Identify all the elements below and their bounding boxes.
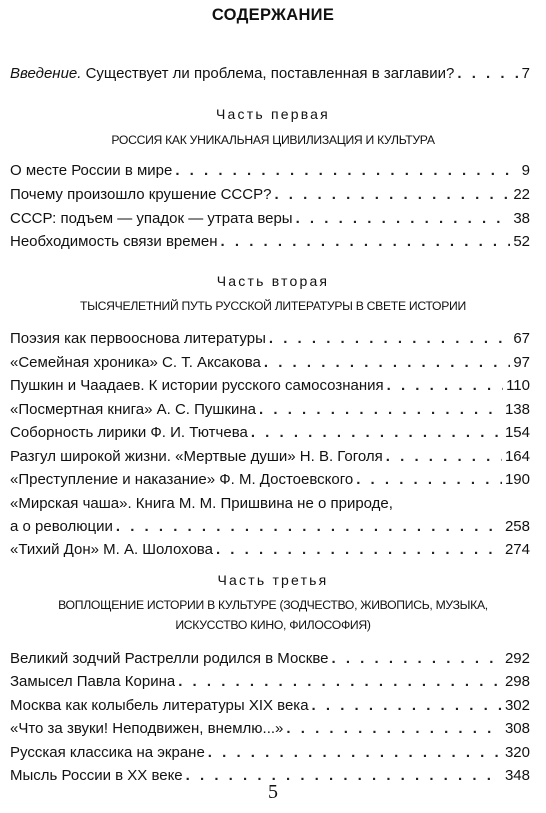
dot-leader [259,398,502,422]
part-subtitle-line-2: ИСКУССТВО КИНО, ФИЛОСОФИЯ) [175,618,371,632]
toc-entry-page: 67 [513,330,530,347]
toc-entry-page: 190 [504,471,530,488]
toc-entry-intro [10,62,530,86]
toc-entry-page: 38 [513,210,530,227]
toc-entry-page: 348 [504,767,530,784]
toc-entry-page: 164 [504,448,530,465]
dot-leader [208,741,502,765]
toc-entry [10,374,530,398]
dot-leader [286,717,502,741]
toc-entry [10,327,530,351]
toc-entry-page: 302 [504,697,530,714]
toc-entry-title: Москва как колыбель литературы XIX века [10,697,309,714]
dot-leader [251,421,502,445]
toc-entry-page: 274 [504,541,530,558]
dot-leader [296,207,511,231]
part-heading: Часть вторая [216,273,330,289]
toc-entry [10,230,530,254]
part-subtitle: ТЫСЯЧЕЛЕТНИЙ ПУТЬ РУССКОЙ ЛИТЕРАТУРЫ В СВЕТЕ ИСТОРИИ [80,299,466,313]
dot-leader [264,351,510,375]
toc-entry [10,741,530,765]
toc-entry-page: 320 [504,744,530,761]
toc-entry-page: 154 [504,424,530,441]
toc-entry [10,207,530,231]
dot-leader [178,670,502,694]
toc-entry-title: «Семейная хроника» С. Т. Аксакова [10,354,261,371]
toc-entry-title: Необходимость связи времен [10,233,218,250]
dot-leader [387,374,503,398]
toc-entry-title-first-line: «Мирская чаша». Книга М. М. Пришвина не о природе, [10,495,393,512]
toc-entry [10,159,530,183]
toc-entry-title: а о революции [10,518,113,535]
toc-entry-page: 308 [504,720,530,737]
toc-entry-title: Замысел Павла Корина [10,673,176,690]
page-title: СОДЕРЖАНИЕ [211,6,335,24]
part-heading: Часть первая [216,106,330,122]
toc-entry-page: 138 [504,401,530,418]
toc-entry-title: «Посмертная книга» А. С. Пушкина [10,401,257,418]
toc-entry-title: Поэзия как первооснова литературы [10,330,266,347]
toc-entry [10,421,530,445]
toc-entry-title: «Что за звуки! Неподвижен, внемлю...» [10,720,284,737]
dot-leader [116,515,502,539]
toc-entry-title: «Преступление и наказание» Ф. М. Достоевского [10,471,354,488]
toc-entry-page: 298 [504,673,530,690]
toc-entry-page: 292 [504,650,530,667]
toc-entry [10,717,530,741]
toc-entry [10,351,530,375]
toc-entry-page: 22 [513,186,530,203]
toc-entry-title: Русская классика на экране [10,744,205,761]
toc-entry [10,445,530,469]
toc-entry [10,468,530,492]
toc-entry-page: 7 [521,65,530,82]
dot-leader [386,445,502,469]
toc-entry [10,647,530,671]
dot-leader [312,694,502,718]
dot-leader [274,183,510,207]
dot-leader [175,159,518,183]
dot-leader [269,327,510,351]
part-subtitle: РОССИЯ КАК УНИКАЛЬНАЯ ЦИВИЛИЗАЦИЯ И КУЛЬТУРА [111,133,435,147]
dot-leader [457,62,518,86]
toc-entry [10,694,530,718]
toc-entry-title: «Тихий Дон» М. А. Шолохова [10,541,213,558]
toc-entry [10,538,530,562]
toc-entry [10,670,530,694]
toc-entry-page: 258 [504,518,530,535]
intro-label: Введение. [10,65,82,82]
toc-entry-title: Соборность лирики Ф. И. Тютчева [10,424,248,441]
toc-entry-page: 97 [513,354,530,371]
dot-leader [221,230,511,254]
toc-entry-title [10,62,454,86]
toc-entry-title: Великий зодчий Растрелли родился в Москве [10,650,329,667]
toc-entry-title: Пушкин и Чаадаев. К истории русского самосознания [10,377,384,394]
toc-entry [10,398,530,422]
toc-entry [10,515,530,539]
toc-entry-title: Мысль России в XX веке [10,767,183,784]
toc-entry-title: О месте России в мире [10,162,173,179]
toc-entry-title: Почему произошло крушение СССР? [10,186,272,203]
page-number: 5 [268,781,278,803]
part-heading: Часть третья [217,572,329,588]
toc-entry-title: СССР: подъем — упадок — утрата веры [10,210,293,227]
dot-leader [332,647,502,671]
part-subtitle-line-1: ВОПЛОЩЕНИЕ ИСТОРИИ В КУЛЬТУРЕ (ЗОДЧЕСТВО, ЖИВОПИСЬ, МУЗЫКА, [58,598,488,612]
dot-leader [216,538,502,562]
toc-entry-page: 110 [506,377,530,394]
dot-leader [356,468,502,492]
toc-entry-page: 52 [513,233,530,250]
toc-entry [10,183,530,207]
toc-entry-title: Разгул широкой жизни. «Мертвые души» Н. В. Гоголя [10,448,383,465]
toc-entry-page: 9 [521,162,530,179]
intro-text: Существует ли проблема, поставленная в заглавии? [81,65,455,82]
